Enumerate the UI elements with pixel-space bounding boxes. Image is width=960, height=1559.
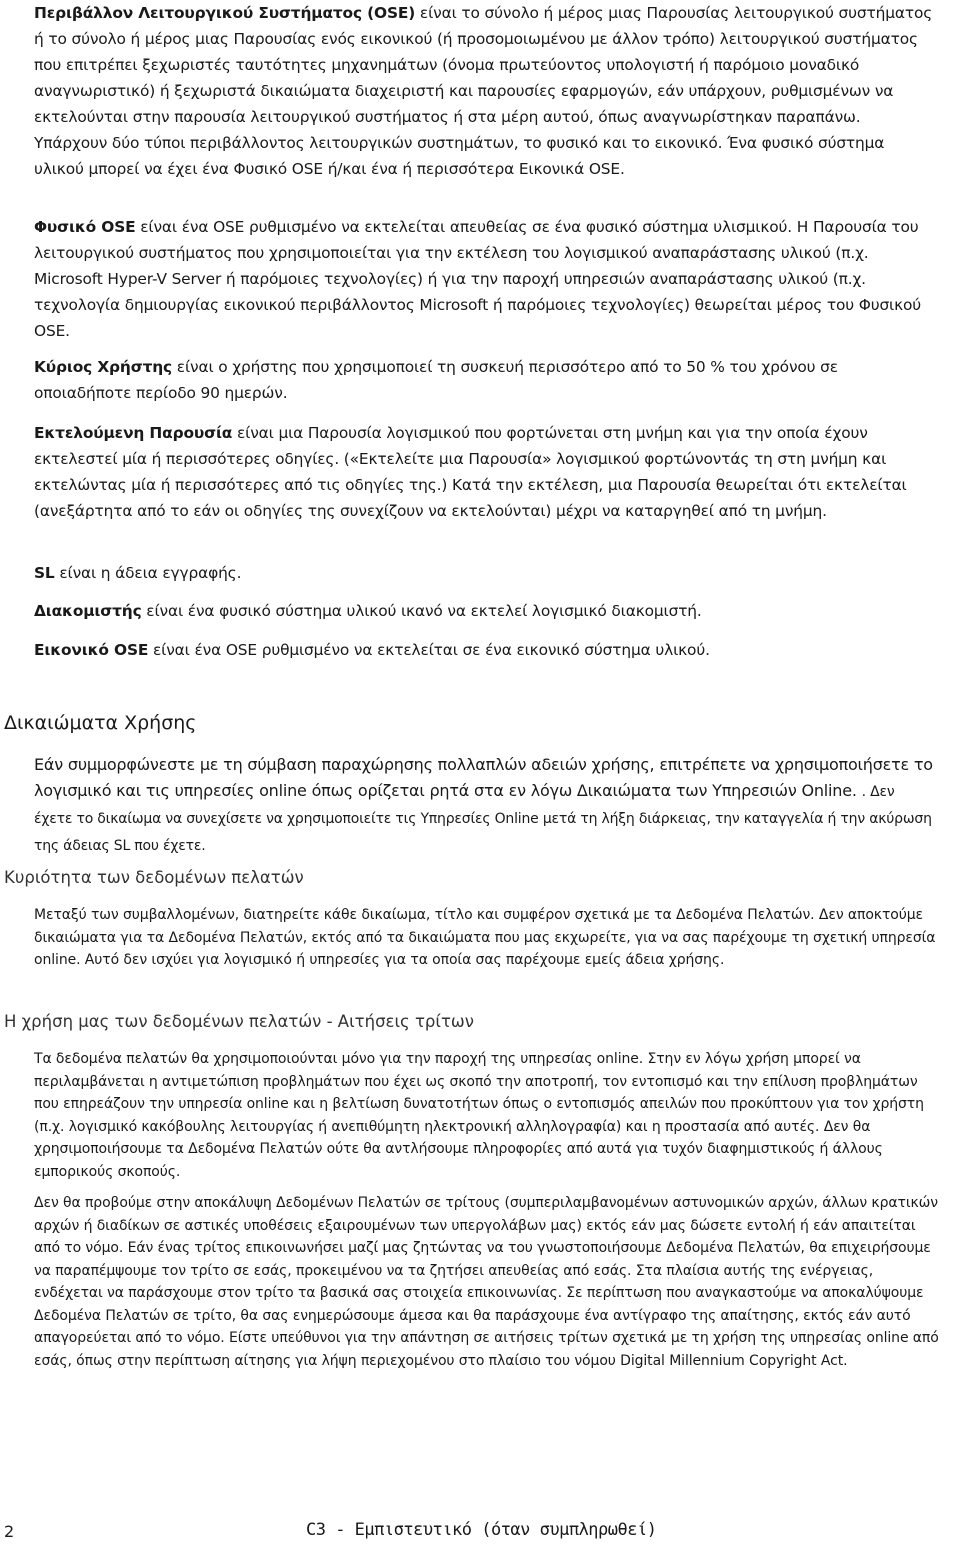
rights-main-text: Εάν συμμορφώνεστε με τη σύμβαση παραχώρησης πολλαπλών αδειών χρήσης, επιτρέπετε να χρησιμοποιήσετε το λογισμικό και τις υπηρεσίες online όπως ορίζεται ρητά στα εν λόγω Δικαιώματα των Υπηρεσιών Online. — [34, 755, 933, 800]
definition-physical-ose-text: είναι ένα OSE ρυθμισμένο να εκτελείται απευθείας σε ένα φυσικό σύστημα υλισμικού. Η Παρουσία του λειτουργικού συστήματος που χρησιμοποιείται για την εκτέλεση του λογισμικού αναπαράστασης υλικού (π.χ. Microsoft Hyper-V Server ή παρόμοιες τεχνολογίες) ή για την παροχή υπηρεσιών αναπαράστασης υλικού (π.χ. τεχνολογία δημιουργίας εικονικού περιβάλλοντος Microsoft ή παρόμοιες τεχνολογίες) θεωρείται μέρος του Φυσικού OSE. — [34, 218, 922, 340]
term-sl: SL — [34, 564, 55, 582]
definition-server-text: είναι ένα φυσικό σύστημα υλικού ικανό να εκτελεί λογισμικό διακομιστή. — [141, 602, 702, 620]
usage-paragraph-2: Δεν θα προβούμε στην αποκάλυψη Δεδομένων Πελατών σε τρίτους (συμπεριλαμβανομένων αστυνομικών αρχών, άλλων κρατικών αρχών ή διαδίκων σε αστικές υποθέσεις εξαιρουμένων των υπεργολάβων μας) εκτός εάν μας δώσετε εντολή ή εάν απαιτείται από το νόμο. Εάν ένας τρίτος επικοινωνήσει μαζί μας ζητώντας να του γνωστοποιήσουμε Δεδομένα Πελατών, θα επιχειρήσουμε να παραπέμψουμε τον τρίτο σε εσάς, προκειμένου να τα ζητήσει απευθείας από εσάς. Στα πλαίσια αυτής της ενέργειας, ενδέχεται να παράσχουμε στον τρίτο τα βασικά σας στοιχεία επικοινωνίας. Σε περίπτωση που αναγκαστούμε να αποκαλύψουμε Δεδομένα Πελατών σε τρίτο, θα σας ενημερώσουμε άμεσα και θα παράσχουμε ένα αντίγραφο της απαίτησης, εκτός εάν αυτό απαγορεύεται από το νόμο. Είστε υπεύθυνοι για την απάντηση σε αιτήσεις τρίτων σχετικά με τη χρήση της υπηρεσίας online από εσάς, όπως στην περίπτωση αίτησης για λήψη περιεχομένου στο πλαίσιο του νόμου Digital Millennium Copyright Act. — [34, 1195, 939, 1369]
ownership-text: Μεταξύ των συμβαλλομένων, διατηρείτε κάθε δικαίωμα, τίτλο και συμφέρον σχετικά με τα Δεδομένα Πελατών. Δεν αποκτούμε δικαιώματα για τα Δεδομένα Πελατών, εκτός από τα δικαιώματα που μας εκχωρείτε, για να σας παρέχουμε τη σχετική υπηρεσία online. Αυτό δεν ισχύει για λογισμικό ή υπηρεσίες για τα οποία σας παρέχουμε εμείς άδεια χρήσης. — [34, 907, 936, 968]
usage-heading: Η χρήση μας των δεδομένων πελατών - Αιτήσεις τρίτων — [4, 1012, 474, 1031]
definition-primary-user-block — [34, 354, 934, 406]
definition-primary-user-text: είναι ο χρήστης που χρησιμοποιεί τη συσκευή περισσότερο από το 50 % του χρόνου σε οποιαδήποτε περίοδο 90 ημερών. — [34, 358, 838, 402]
definition-running-instance-text: είναι μια Παρουσία λογισμικού που φορτώνεται στη μνήμη και για την οποία έχουν εκτελεστεί μία ή περισσότερες οδηγίες. («Εκτελείτε μια Παρουσία» λογισμικού φορτώνοντάς τη στη μνήμη και εκτελώντας μία ή περισσότερες από τις οδηγίες της.) Κατά την εκτέλεση, μια Παρουσία θεωρείται ότι εκτελείται (ανεξάρτητα από το εάν οι οδηγίες της συνεχίζουν να εκτελούνται) μέχρι να καταργηθεί από τη μνήμη. — [34, 424, 907, 520]
definition-server — [34, 598, 934, 624]
definition-ose-text: είναι το σύνολο ή μέρος μιας Παρουσίας λειτουργικού συστήματος ή το σύνολο ή μέρος μιας Παρουσίας ενός εικονικού (ή προσομοιωμένου με άλλον τρόπο) λειτουργικού συστήματος που επιτρέπει ξεχωριστές ταυτότητες μηχανημάτων (όνομα πρωτεύοντος υπολογιστή ή παρόμοιο μοναδικό αναγνωριστικό) ή ξεχωριστά δικαιώματα διαχειριστή και παρουσίες εφαρμογών, εάν υπάρχουν, ρυθμισμένων να εκτελούνται στην παρουσία λειτουργικού συστήματος ή στα μέρη αυτού, όπως αναγνωρίστηκαν παραπάνω. Υπάρχουν δύο τύποι περιβάλλοντος λειτουργικών συστημάτων, το φυσικό και το εικονικό. Ένα φυσικό σύστημα υλικού μπορεί να έχει ένα Φυσικό OSE ή/και ένα ή περισσότερα Εικονικά OSE. — [34, 4, 933, 178]
page-number: 2 — [4, 1522, 15, 1541]
term-physical-ose: Φυσικό OSE — [34, 218, 136, 236]
definition-sl — [34, 560, 934, 586]
usage-paragraph-1: Τα δεδομένα πελατών θα χρησιμοποιούνται μόνο για την παροχή της υπηρεσίας online. Στην εν λόγω χρήση μπορεί να περιλαμβάνεται η αντιμετώπιση προβλημάτων που έχει ως σκοπό την αποτροπή, τον εντοπισμό και την επίλυση προβλημάτων που επηρεάζουν την υπηρεσία online και η βελτίωση δυνατοτήτων όπως ο εντοπισμός απειλών που προκύπτουν για τον χρήστη (π.χ. λογισμικό κακόβουλης λειτουργίας ή ανεπιθύμητη ηλεκτρονική αλληλογραφία) και η προστασία από αυτές. Δεν θα χρησιμοποιήσουμε τα Δεδομένα Πελατών ούτε θα αντλήσουμε πληροφορίες από αυτά για τυχόν διαφημιστικούς ή άλλους εμπορικούς σκοπούς. — [34, 1051, 924, 1180]
definition-physical-ose — [34, 214, 934, 344]
definition-sl-text: είναι η άδεια εγγραφής. — [54, 564, 242, 582]
term-primary-user: Κύριος Χρήστης — [34, 358, 173, 376]
term-server: Διακομιστής — [34, 602, 142, 620]
definition-running-instance — [34, 420, 934, 524]
definition-virtual-ose — [34, 637, 934, 663]
term-ose: Περιβάλλον Λειτουργικού Συστήματος (OSE) — [34, 4, 416, 22]
confidentiality-label: C3 - Εμπιστευτικό (όταν συμπληρωθεί) — [306, 1520, 657, 1540]
term-running-instance: Εκτελούμενη Παρουσία — [34, 424, 233, 442]
ownership-heading: Κυριότητα των δεδομένων πελατών — [4, 868, 304, 887]
rights-heading: Δικαιώματα Χρήσης — [4, 712, 197, 734]
definition-ose — [34, 0, 934, 182]
term-virtual-ose: Εικονικό OSE — [34, 641, 149, 659]
definition-virtual-ose-text: είναι ένα OSE ρυθμισμένο να εκτελείται σε ένα εικονικό σύστημα υλικού. — [148, 641, 710, 659]
rights-text — [34, 752, 934, 859]
rights-small-text: . Δεν έχετε το δικαίωμα να συνεχίσετε να χρησιμοποιείτε τις Υπηρεσίες Online μετά τη λήξη διάρκειας, την καταγγελία ή την ακύρωση της άδειας SL που έχετε. — [34, 784, 932, 854]
